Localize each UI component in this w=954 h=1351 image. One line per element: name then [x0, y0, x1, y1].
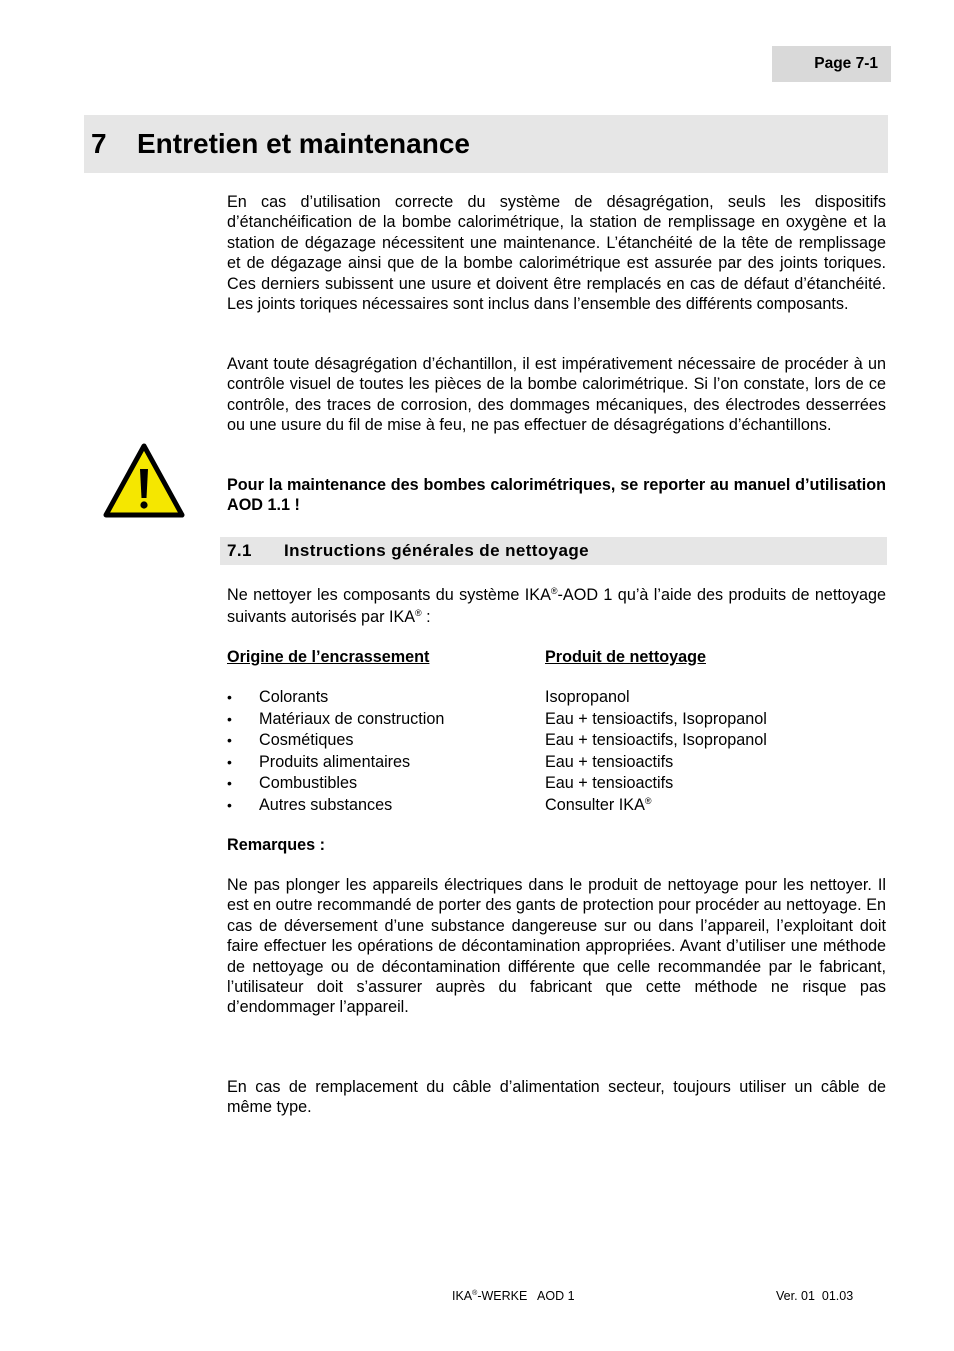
origin-cell: Autres substances	[259, 795, 393, 814]
bullet: •	[227, 753, 232, 770]
product-cell: Isopropanol	[545, 688, 630, 706]
registered-mark: ®	[415, 607, 422, 618]
bullet: •	[227, 775, 232, 791]
cleaning-intro-text-2: -AOD 1 qu’à l’aide des produits de nettoyage suivants autorisés par IKA	[227, 586, 886, 626]
cleaning-intro-paragraph	[227, 585, 886, 628]
cable-paragraph: En cas de remplacement du câble d’alimentation secteur, toujours utiliser un câble de même type.	[227, 1078, 886, 1117]
cleaning-intro-text-1: Ne nettoyer les composants du système IKA	[227, 586, 551, 604]
origin-cell: Produits alimentaires	[259, 752, 411, 771]
chapter-heading	[84, 115, 888, 173]
page-number-label: Page 7-1	[772, 46, 891, 82]
check-paragraph: Avant toute désagrégation d’échantillon, il est impérativement nécessaire de procéder à un contrôle visuel de toutes les pièces de la bombe calorimétrique. Si l’on constate, lors de ce contrôle, des traces de corrosion, des dommages mécaniques, des électrodes desserrées ou une usure du fil de mise à feu, ne pas effectuer de désagrégations d’échantillons.	[227, 355, 886, 435]
section-heading	[220, 537, 887, 565]
intro-paragraph: En cas d’utilisation correcte du système de désagrégation, seuls les dispositifs d’étanchéification de la bombe calorimétrique, la station de remplissage en oxygène et la station de dégazage nécessitent une maintenance. L’étanchéité de la tête de remplissage et de dégazage ainsi que de la bombe calorimétrique est assurée par des joints toriques. Ces derniers subissent une usure et doivent être remplacés en cas de défaut d’étanchéité. Les joints toriques nécessaires sont inclus dans l’ensemble des différents composants.	[227, 193, 886, 314]
section-title: Instructions générales de nettoyage	[284, 541, 589, 560]
origin-cell: Combustibles	[259, 774, 358, 792]
origin-cell: Matériaux de construction	[259, 709, 445, 728]
bullet: •	[227, 689, 232, 705]
origin-cell: Cosmétiques	[259, 731, 354, 749]
warning-text: Pour la maintenance des bombes calorimétriques, se reporter au manuel d’utilisation AOD 1.1 !	[227, 476, 886, 515]
bullet: •	[227, 796, 232, 813]
bullet: •	[227, 732, 232, 748]
chapter-title: Entretien et maintenance	[137, 128, 470, 159]
registered-mark: ®	[644, 795, 652, 806]
registered-mark: ®	[550, 586, 558, 596]
section-number: 7.1	[227, 541, 252, 560]
cleaning-intro-text-3: :	[421, 607, 431, 626]
column-header-origin: Origine de l’encrassement	[227, 648, 430, 666]
product-cell: Eau + tensioactifs, Isopropanol	[545, 709, 767, 728]
table-row	[227, 774, 887, 796]
table-row	[227, 688, 887, 710]
footer-version: Ver. 01 01.03	[776, 1289, 854, 1303]
product-cell-text: Consulter IKA	[545, 795, 645, 814]
origin-cell: Colorants	[259, 688, 329, 706]
table-row	[227, 731, 887, 753]
remarks-heading: Remarques :	[227, 836, 326, 854]
footer-brand	[452, 1289, 575, 1303]
table-row	[227, 710, 887, 732]
warning-triangle-icon	[103, 443, 185, 519]
footer-brand-suffix: -WERKE AOD 1	[477, 1289, 575, 1303]
table-row	[227, 796, 887, 818]
product-cell: Eau + tensioactifs	[545, 774, 674, 792]
registered-mark: ®	[472, 1290, 478, 1297]
remarks-paragraph: Ne pas plonger les appareils électriques dans le produit de nettoyage pour les nettoyer. Il est en outre recommandé de porter des gants de protection pour procéder au nettoyage. En cas de déversement d’une substance dangereuse sur ou dans l’appareil, l’exploitant doit faire effectuer les opérations de décontamination appropriées. Avant d’utiliser une méthode de nettoyage ou de décontamination différente que celle recommandée par le fabricant, l’utilisateur doit s’assurer auprès du fabricant que cette méthode ne risque pas d’endommager l’appareil.	[227, 876, 886, 1017]
product-cell: Eau + tensioactifs	[545, 752, 674, 771]
table-row	[227, 753, 887, 775]
chapter-number: 7	[91, 128, 107, 159]
product-cell: Eau + tensioactifs, Isopropanol	[545, 731, 767, 749]
bullet: •	[227, 710, 232, 727]
column-header-product: Produit de nettoyage	[545, 648, 706, 666]
product-cell	[545, 796, 652, 815]
footer-brand-prefix: IKA	[452, 1289, 473, 1303]
